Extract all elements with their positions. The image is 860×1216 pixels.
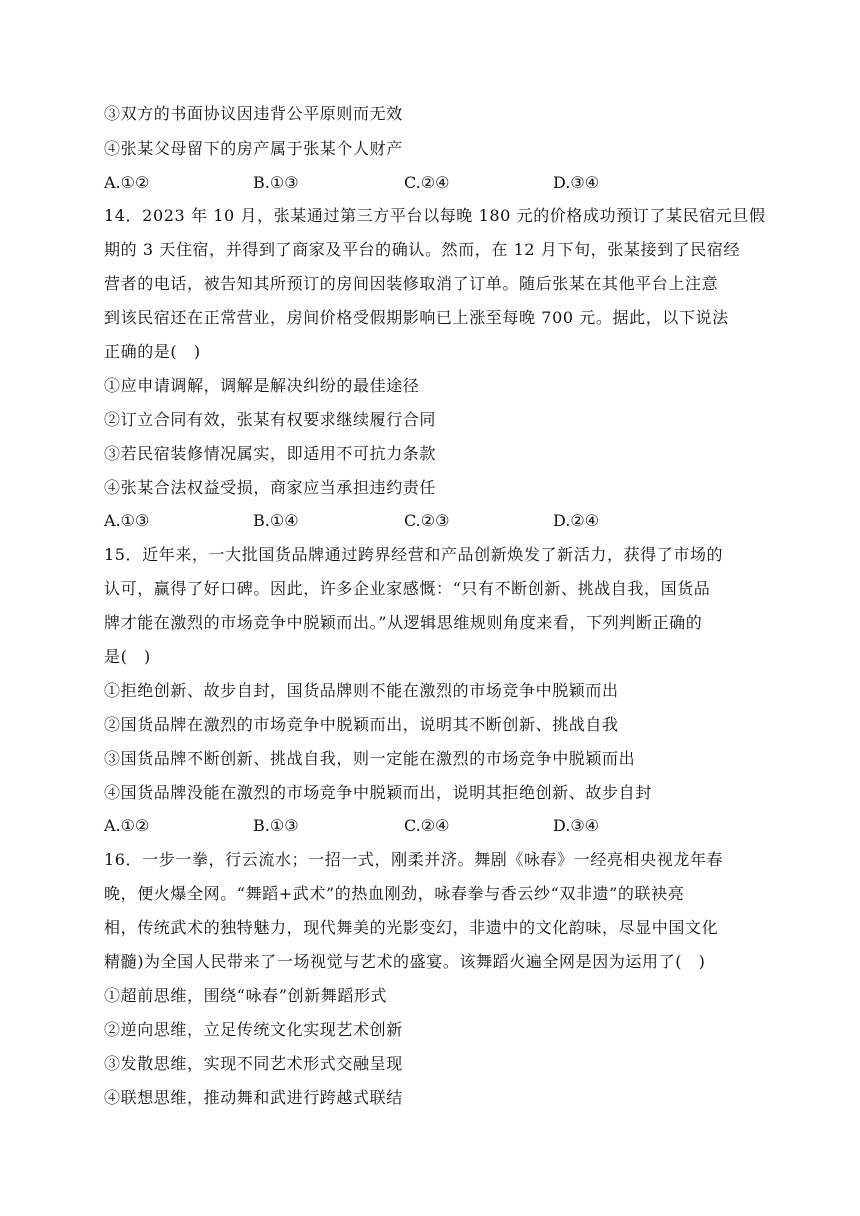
q16-stem-line-4: 精髓)为全国人民带来了一场视觉与艺术的盛宴。该舞蹈火遍全网是因为运用了( ) [104, 952, 706, 971]
q15-choice-c: C.②④ [404, 816, 450, 835]
q15-stem-line-2: 认可，赢得了好口碑。因此，许多企业家感慨：“只有不断创新、挑战自我，国货品 [104, 579, 711, 598]
q16-option-3: ③发散思维，实现不同艺术形式交融呈现 [104, 1054, 403, 1073]
q13-choices [104, 173, 764, 193]
q14-stem-line-5: 正确的是( ) [104, 342, 201, 361]
q13-choice-d: D.③④ [553, 173, 600, 192]
q14-choice-d: D.②④ [553, 511, 600, 530]
q13-choice-a: A.①② [104, 173, 150, 192]
q16-stem-line-2: 晚，便火爆全网。“舞蹈+武术”的热血刚劲，咏春拳与香云纱“双非遗”的联袂亮 [104, 884, 685, 903]
q15-choice-b: B.①③ [253, 816, 299, 835]
q15-stem-line-1: 15．近年来，一大批国货品牌通过跨界经营和产品创新焕发了新活力，获得了市场的 [104, 545, 724, 564]
q14-stem-line-1: 14．2023 年 10 月，张某通过第三方平台以每晚 180 元的价格成功预订了某民宿元旦假 [104, 206, 766, 225]
q16-option-4: ④联想思维，推动舞和武进行跨越式联结 [104, 1088, 403, 1107]
q14-option-3: ③若民宿装修情况属实，即适用不可抗力条款 [104, 444, 437, 463]
q15-choice-a: A.①② [104, 816, 150, 835]
q13-choice-c: C.②④ [404, 173, 450, 192]
q14-choice-b: B.①④ [253, 511, 299, 530]
q14-option-1: ①应申请调解，调解是解决纠纷的最佳途径 [104, 376, 420, 395]
q16-stem-line-3: 相，传统武术的独特魅力，现代舞美的光影变幻，非遗中的文化韵味，尽显中国文化 [104, 918, 719, 937]
q14-choice-c: C.②③ [404, 511, 450, 530]
q14-stem-line-3: 营者的电话，被告知其所预订的房间因装修取消了订单。随后张某在其他平台上注意 [104, 274, 719, 293]
q15-option-3: ③国货品牌不断创新、挑战自我，则一定能在激烈的市场竞争中脱颖而出 [104, 749, 636, 768]
q15-choice-d: D.③④ [553, 816, 600, 835]
q14-stem-line-4: 到该民宿还在正常营业，房间价格受假期影响已上涨至每晚 700 元。据此，以下说法 [104, 308, 729, 327]
q15-stem-line-3: 牌才能在激烈的市场竞争中脱颖而出。”从逻辑思维规则角度来看，下列判断正确的 [104, 613, 703, 632]
q13-option-4: ④张某父母留下的房产属于张某个人财产 [104, 139, 403, 158]
q13-option-3: ③双方的书面协议因违背公平原则而无效 [104, 104, 403, 123]
q14-choices [104, 511, 764, 531]
q14-choice-a: A.①③ [104, 511, 150, 530]
q15-option-1: ①拒绝创新、故步自封，国货品牌则不能在激烈的市场竞争中脱颖而出 [104, 681, 619, 700]
q15-option-4: ④国货品牌没能在激烈的市场竞争中脱颖而出，说明其拒绝创新、故步自封 [104, 783, 652, 802]
q13-choice-b: B.①③ [253, 173, 299, 192]
q14-stem-line-2: 期的 3 天住宿，并得到了商家及平台的确认。然而，在 12 月下旬，张某接到了民宿经 [104, 240, 741, 259]
q14-option-2: ②订立合同有效，张某有权要求继续履行合同 [104, 410, 437, 429]
q14-option-4: ④张某合法权益受损，商家应当承担违约责任 [104, 478, 437, 497]
q15-option-2: ②国货品牌在激烈的市场竞争中脱颖而出，说明其不断创新、挑战自我 [104, 715, 619, 734]
q15-stem-line-4: 是( ) [104, 647, 151, 666]
q16-option-1: ①超前思维，围绕“咏春”创新舞蹈形式 [104, 986, 388, 1005]
q15-choices [104, 816, 764, 836]
q16-option-2: ②逆向思维，立足传统文化实现艺术创新 [104, 1020, 403, 1039]
q16-stem-line-1: 16．一步一拳，行云流水；一招一式，刚柔并济。舞剧《咏春》一经亮相央视龙年春 [104, 850, 724, 869]
